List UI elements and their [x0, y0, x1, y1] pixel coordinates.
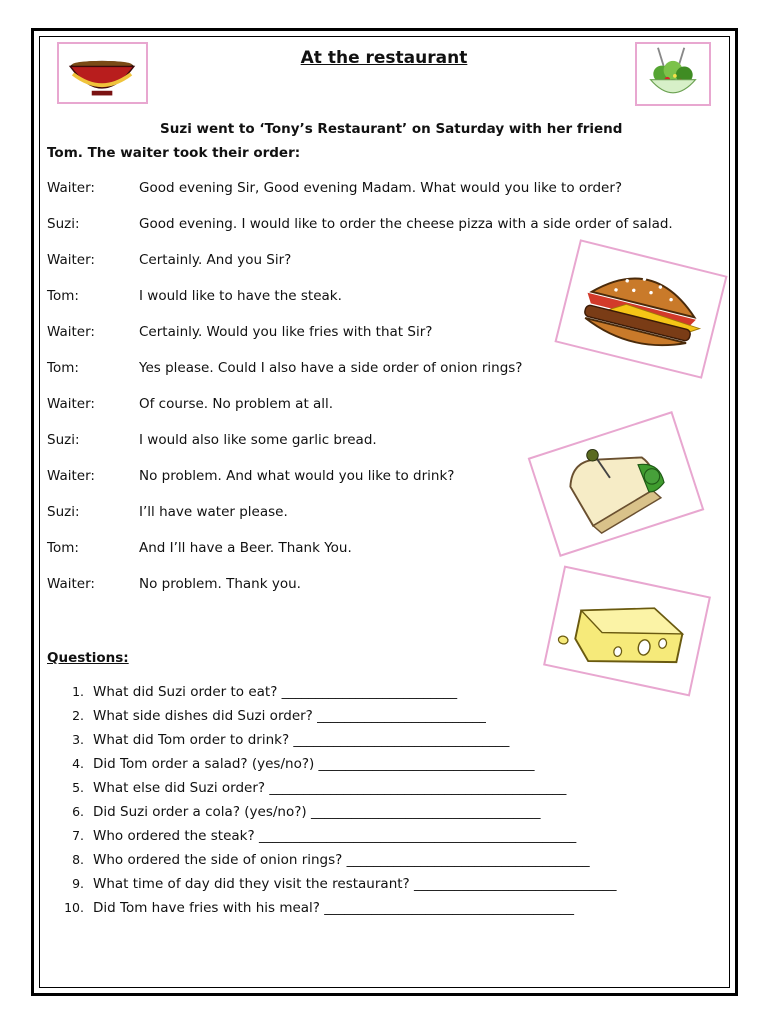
question-number: 1.: [72, 684, 84, 699]
speech-text: Certainly. And you Sir?: [139, 252, 292, 268]
salad-bowl-icon: [635, 42, 711, 106]
speaker-label: Waiter:: [47, 396, 95, 412]
speaker-label: Tom:: [47, 360, 79, 376]
speaker-label: Tom:: [47, 540, 79, 556]
speech-text: Good evening Sir, Good evening Madam. What would you like to order?: [139, 180, 623, 196]
speaker-label: Waiter:: [47, 468, 95, 484]
intro-line-2: Tom. The waiter took their order:: [47, 145, 301, 161]
speech-text: And I’ll have a Beer. Thank You.: [139, 540, 352, 556]
question-number: 10.: [64, 900, 84, 915]
question-text: What time of day did they visit the restaurant? ______________________________: [93, 876, 617, 892]
speaker-label: Waiter:: [47, 252, 95, 268]
question-text: What did Tom order to drink? ________________________________: [93, 732, 510, 748]
question-text: Did Tom have fries with his meal? _____________________________________: [93, 900, 575, 916]
speaker-label: Suzi:: [47, 216, 80, 232]
speech-text: Certainly. Would you like fries with that Sir?: [139, 324, 433, 340]
speech-text: Yes please. Could I also have a side order of onion rings?: [139, 360, 523, 376]
question-text: What did Suzi order to eat? __________________________: [93, 684, 458, 700]
question-text: Did Tom order a salad? (yes/no?) ________________________________: [93, 756, 535, 772]
speech-text: Good evening. I would like to order the cheese pizza with a side order of salad.: [139, 216, 673, 232]
question-number: 9.: [72, 876, 84, 891]
question-text: Who ordered the side of onion rings? ____________________________________: [93, 852, 590, 868]
question-text: Who ordered the steak? _______________________________________________: [93, 828, 577, 844]
speech-text: I would also like some garlic bread.: [139, 432, 377, 448]
speaker-label: Suzi:: [47, 432, 80, 448]
speech-text: I would like to have the steak.: [139, 288, 342, 304]
soup-bowl-icon: [57, 42, 148, 104]
question-text: Did Suzi order a cola? (yes/no?) __________________________________: [93, 804, 541, 820]
question-number: 7.: [72, 828, 84, 843]
speaker-label: Waiter:: [47, 576, 95, 592]
questions-heading: Questions:: [47, 650, 129, 666]
question-number: 3.: [72, 732, 84, 747]
question-number: 2.: [72, 708, 84, 723]
speaker-label: Waiter:: [47, 180, 95, 196]
speech-text: No problem. Thank you.: [139, 576, 301, 592]
question-text: What else did Suzi order? ____________________________________________: [93, 780, 567, 796]
speech-text: No problem. And what would you like to drink?: [139, 468, 455, 484]
question-text: What side dishes did Suzi order? _________________________: [93, 708, 486, 724]
speech-text: Of course. No problem at all.: [139, 396, 334, 412]
speech-text: I’ll have water please.: [139, 504, 288, 520]
speaker-label: Waiter:: [47, 324, 95, 340]
question-number: 8.: [72, 852, 84, 867]
page-title: At the restaurant: [300, 48, 468, 68]
speaker-label: Tom:: [47, 288, 79, 304]
speaker-label: Suzi:: [47, 504, 80, 520]
question-number: 4.: [72, 756, 84, 771]
intro-line-1: Suzi went to ‘Tony’s Restaurant’ on Saturday with her friend: [160, 121, 623, 137]
question-number: 5.: [72, 780, 84, 795]
question-number: 6.: [72, 804, 84, 819]
